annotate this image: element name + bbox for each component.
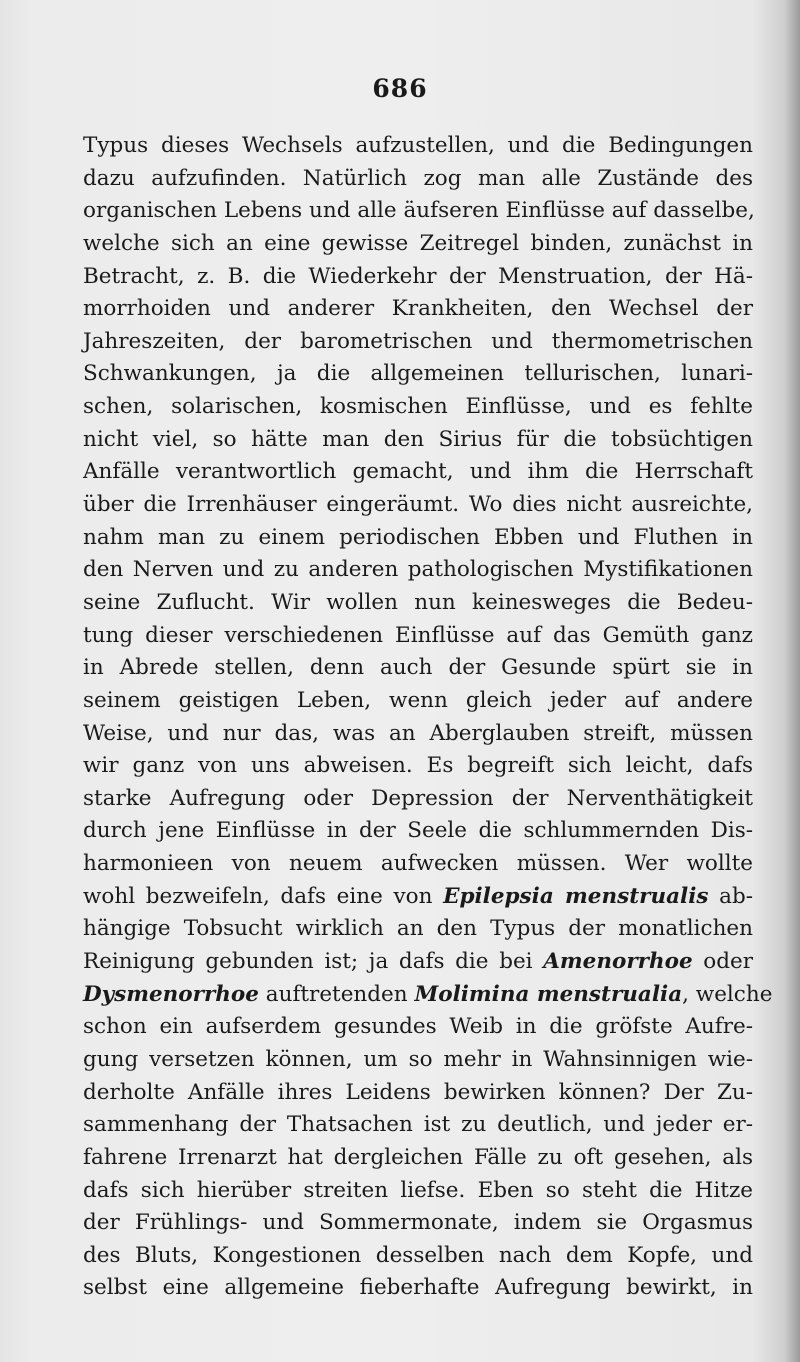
text-line xyxy=(83,228,753,261)
text-segment: wohl bezweifeln, dafs eine von xyxy=(83,883,444,909)
text-segment: ab- xyxy=(708,883,753,909)
text-line xyxy=(83,620,753,653)
text-segment: nicht viel, so hätte man den Sirius für die tobsüchtigen xyxy=(83,426,753,452)
text-line xyxy=(83,163,753,196)
text-segment: durch jene Einflüsse in der Seele die schlummernden Dis- xyxy=(83,818,753,844)
text-segment: Reinigung gebunden ist; ja dafs die bei xyxy=(83,949,544,975)
text-line xyxy=(83,456,753,489)
text-segment: seine Zuflucht. Wir wollen nun keinesweges die Bedeu- xyxy=(83,589,753,615)
text-segment: sammenhang der Thatsachen ist zu deutlich, und jeder er- xyxy=(83,1112,753,1138)
text-line xyxy=(83,946,753,979)
text-line xyxy=(83,489,753,522)
text-line xyxy=(83,326,753,359)
text-line xyxy=(83,1109,753,1142)
text-line xyxy=(83,391,753,424)
italic-term: Epilepsia menstrualis xyxy=(443,883,709,909)
text-segment: tung dieser verschiedenen Einflüsse auf das Gemüth ganz xyxy=(83,622,753,648)
text-line xyxy=(83,424,753,457)
text-segment: den Nerven und zu anderen pathologischen Mystifikationen xyxy=(83,557,753,583)
text-line xyxy=(83,848,753,881)
text-line xyxy=(83,261,753,294)
text-segment: in Abrede stellen, denn auch der Gesunde spürt sie in xyxy=(83,655,753,681)
text-line xyxy=(83,783,753,816)
text-line xyxy=(83,1240,753,1273)
text-segment: hängige Tobsucht wirklich an den Typus der monatlichen xyxy=(83,916,753,942)
text-segment: oder xyxy=(692,949,753,975)
text-segment: Typus dieses Wechsels aufzustellen, und die Bedingungen xyxy=(83,133,753,158)
text-segment: harmonieen von neuem aufwecken müssen. Wer wollte xyxy=(83,851,753,877)
text-segment: organischen Lebens und alle äufseren Einflüsse auf dasselbe, xyxy=(83,198,755,224)
text-segment: der Frühlings- und Sommermonate, indem sie Orgasmus xyxy=(83,1210,753,1236)
text-segment: Betracht, z. B. die Wiederkehr der Menstruation, der Hä- xyxy=(83,263,753,289)
italic-term: Dysmenorrhoe xyxy=(83,981,259,1007)
body-text xyxy=(83,130,773,1305)
text-segment: Schwankungen, ja die allgemeinen tellurischen, lunari- xyxy=(83,361,753,387)
text-segment: Weise, und nur das, was an Aberglauben streift, müssen xyxy=(83,720,753,746)
text-line xyxy=(83,1077,753,1110)
text-line xyxy=(83,195,753,228)
text-segment: Anfälle verantwortlich gemacht, und ihm die Herrschaft xyxy=(83,459,753,485)
text-segment: fahrene Irrenarzt hat dergleichen Fälle zu oft gesehen, als xyxy=(83,1144,753,1170)
text-segment: dafs sich hierüber streiten liefse. Eben so steht die Hitze xyxy=(83,1177,753,1203)
text-line xyxy=(83,815,753,848)
text-segment: schon ein aufserdem gesundes Weib in die gröfste Aufre- xyxy=(83,1014,753,1040)
text-line xyxy=(83,652,753,685)
text-line xyxy=(83,587,753,620)
text-segment: auftretenden xyxy=(258,981,415,1007)
text-segment: gung versetzen können, um so mehr in Wahnsinnigen wie- xyxy=(83,1046,753,1072)
text-segment: selbst eine allgemeine fieberhafte Aufregung bewirkt, in xyxy=(83,1275,753,1301)
text-line xyxy=(83,130,753,163)
text-line xyxy=(83,881,753,914)
text-line xyxy=(83,293,753,326)
text-segment: dazu aufzufinden. Natürlich zog man alle Zustände des xyxy=(83,165,753,191)
text-line xyxy=(83,1044,753,1077)
text-segment: derholte Anfälle ihres Leidens bewirken können? Der Zu- xyxy=(83,1079,753,1105)
text-line xyxy=(83,685,753,718)
italic-term: Molimina menstrualia xyxy=(414,981,683,1007)
text-segment: , welche xyxy=(682,981,773,1007)
text-segment: starke Aufregung oder Depression der Nerventhätigkeit xyxy=(83,785,753,811)
text-line xyxy=(83,1207,753,1240)
italic-term: Amenorrhoe xyxy=(543,949,693,975)
text-segment: morrhoiden und anderer Krankheiten, den Wechsel der xyxy=(83,296,753,322)
text-line xyxy=(83,1175,753,1208)
text-line xyxy=(83,718,753,751)
text-segment: schen, solarischen, kosmischen Einflüsse, und es fehlte xyxy=(83,394,753,420)
text-line xyxy=(83,358,753,391)
text-segment: Jahreszeiten, der barometrischen und thermometrischen xyxy=(83,328,753,354)
text-line xyxy=(83,750,753,783)
text-line xyxy=(83,1142,753,1175)
text-segment: über die Irrenhäuser eingeräumt. Wo dies nicht ausreichte, xyxy=(83,492,753,518)
text-segment: welche sich an eine gewisse Zeitregel binden, zunächst in xyxy=(83,230,753,256)
text-segment: des Bluts, Kongestionen desselben nach dem Kopfe, und xyxy=(83,1242,753,1268)
text-line xyxy=(83,979,773,1012)
text-segment: nahm man zu einem periodischen Ebben und Fluthen in xyxy=(83,524,753,550)
text-line xyxy=(83,1011,753,1044)
text-line xyxy=(83,554,753,587)
text-line xyxy=(83,522,753,555)
text-line xyxy=(83,1272,753,1305)
text-segment: wir ganz von uns abweisen. Es begreift sich leicht, dafs xyxy=(83,753,753,779)
text-line xyxy=(83,913,753,946)
page-number: 686 xyxy=(372,74,428,103)
text-segment: seinem geistigen Leben, wenn gleich jeder auf andere xyxy=(83,687,753,713)
